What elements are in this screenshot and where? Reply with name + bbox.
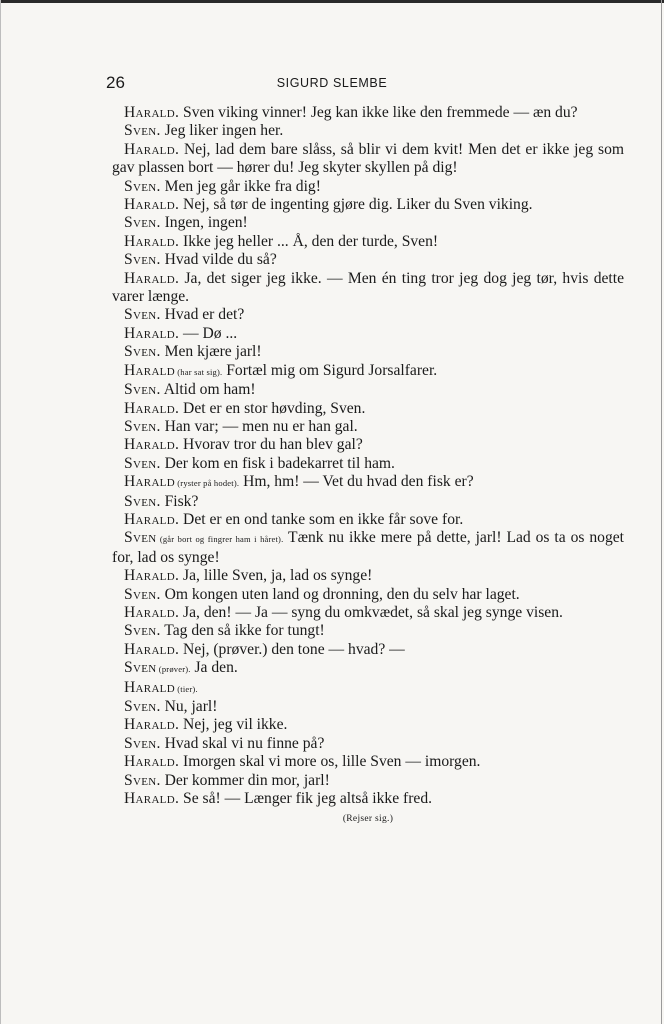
speech-text: Hvad skal vi nu finne på? xyxy=(160,734,325,752)
speech-text: Men kjære jarl! xyxy=(160,343,262,361)
closing-stage-direction: (Rejser sig.) xyxy=(342,814,394,825)
speech-text: Hm, hm! — Vet du hvad den fisk er? xyxy=(239,473,474,491)
speech-text: Nej, (prøver.) den tone — hvad? — xyxy=(179,640,405,658)
dialogue-line xyxy=(112,529,624,567)
dialogue-line xyxy=(112,400,624,418)
speaker-name: Harald. xyxy=(124,603,180,621)
dialogue-line xyxy=(112,196,624,214)
dialogue-line xyxy=(112,122,624,140)
dialogue-line xyxy=(112,306,624,324)
stage-direction: (går bort og fingrer ham i håret). xyxy=(156,534,284,545)
speech-text: Ja, det siger jeg ikke. — Men én ting tror jeg dog jeg tør, hvis dette varer længe. xyxy=(112,269,624,306)
speech-text: Ja, den! — Ja — syng du omkvædet, så skal jeg synge visen. xyxy=(179,603,563,621)
speech-text: Nej, lad dem bare slåss, så blir vi dem kvit! Men det er ikke jeg som gav plassen bort — hører du! Jeg skyter skyllen på dig! xyxy=(112,140,624,177)
speaker-name: Harald. xyxy=(124,640,180,658)
speech-text: Om kongen uten land og dronning, den du selv har laget. xyxy=(160,585,520,603)
dialogue-line xyxy=(112,233,624,251)
speaker-name: Sven. xyxy=(124,343,161,361)
dialogue-line xyxy=(112,586,624,604)
speaker-name: Harald. xyxy=(124,324,180,342)
speaker-name: Sven. xyxy=(124,454,161,472)
speaker-name: Sven xyxy=(124,659,157,677)
speech-text: — Dø ... xyxy=(179,324,238,342)
dialogue-line xyxy=(112,362,624,381)
speaker-name: Sven. xyxy=(124,771,161,789)
speaker-name: Harald. xyxy=(124,716,180,734)
speaker-name: Harald. xyxy=(124,753,180,771)
speech-text: Sven viking vinner! Jeg kan ikke like den fremmede — æn du? xyxy=(179,104,578,121)
speaker-name: Harald. xyxy=(124,399,180,417)
speaker-name: Sven. xyxy=(124,214,161,232)
speaker-name: Sven. xyxy=(124,251,161,269)
dialogue-line xyxy=(112,270,624,307)
speech-text: Der kommer din mor, jarl! xyxy=(160,771,330,789)
dialogue-line xyxy=(112,790,624,808)
dialogue-line xyxy=(112,753,624,771)
speaker-name: Sven. xyxy=(124,622,161,640)
left-edge-rule xyxy=(0,0,1,1024)
dialogue-line xyxy=(112,381,624,399)
speaker-name: Sven. xyxy=(124,492,161,510)
dialogue-line xyxy=(112,622,624,640)
dialogue-line xyxy=(112,251,624,269)
stage-direction: (tier). xyxy=(174,683,198,694)
speaker-name: Sven. xyxy=(124,122,161,140)
speaker-name: Harald. xyxy=(124,567,180,585)
speaker-name: Sven. xyxy=(124,734,161,752)
dialogue-line xyxy=(112,493,624,511)
dialogue-lines xyxy=(112,104,624,808)
speech-text: Nu, jarl! xyxy=(160,698,218,715)
dialogue-line xyxy=(112,473,624,492)
speaker-name: Harald xyxy=(124,473,175,491)
stage-direction: (ryster på hodet). xyxy=(174,478,240,489)
speaker-name: Sven xyxy=(124,529,157,547)
speaker-name: Harald. xyxy=(124,510,180,528)
dialogue-line xyxy=(112,679,624,698)
dialogue-line xyxy=(112,567,624,585)
dialogue-line xyxy=(112,659,624,678)
speaker-name: Harald. xyxy=(124,140,180,158)
speaker-name: Sven. xyxy=(124,177,161,195)
dialogue-line xyxy=(112,641,624,659)
speech-text: Tag den så ikke for tungt! xyxy=(160,622,325,640)
dialogue-line xyxy=(112,716,624,734)
speech-text: Imorgen skal vi more os, lille Sven — imorgen. xyxy=(179,753,481,771)
speech-text: Nej, jeg vil ikke. xyxy=(179,716,288,734)
dialogue-line xyxy=(112,511,624,529)
speaker-name: Harald xyxy=(124,361,175,379)
speech-text: Fortæl mig om Sigurd Jorsalfarer. xyxy=(222,361,438,379)
dialogue-line xyxy=(112,735,624,753)
speaker-name: Harald. xyxy=(124,196,180,214)
dialogue-line xyxy=(112,698,624,716)
speech-text: Altid om ham! xyxy=(160,381,256,399)
page-number: 26 xyxy=(106,73,125,92)
speech-text: Hvorav tror du han blev gal? xyxy=(179,436,363,454)
stage-direction: (prøver). xyxy=(156,664,191,675)
speech-text: Ikke jeg heller ... Å, den der turde, Sven! xyxy=(179,232,439,250)
speaker-name: Harald. xyxy=(124,436,180,454)
speaker-name: Harald. xyxy=(124,232,180,250)
running-title: SIGURD SLEMBE xyxy=(276,76,388,90)
speech-text: Fisk? xyxy=(160,492,199,510)
speaker-name: Harald. xyxy=(124,790,180,808)
speech-text: Hvad vilde du så? xyxy=(160,251,277,269)
dialogue-line xyxy=(112,604,624,622)
dialogue-line xyxy=(112,325,624,343)
top-edge-rule xyxy=(0,0,664,3)
speaker-name: Sven. xyxy=(124,585,161,603)
dialogue-line xyxy=(112,455,624,473)
speech-text: Ja, lille Sven, ja, lad os synge! xyxy=(179,567,373,585)
dialogue-line xyxy=(112,214,624,232)
speaker-name: Sven. xyxy=(124,306,161,324)
speech-text: Ja den. xyxy=(190,659,238,677)
speech-text: Men jeg går ikke fra dig! xyxy=(160,177,321,195)
dialogue-line xyxy=(112,104,624,122)
right-edge-rule xyxy=(661,0,662,1024)
speech-text: Det er en stor høvding, Sven. xyxy=(179,399,366,417)
dialogue-line xyxy=(112,418,624,436)
speech-text: Han var; — men nu er han gal. xyxy=(160,417,358,435)
speech-text: Jeg liker ingen her. xyxy=(160,122,284,140)
speech-text: Hvad er det? xyxy=(160,306,245,324)
speech-text: Tænk nu ikke mere på dette, jarl! Lad os ta os noget for, lad os synge! xyxy=(112,529,624,566)
dialogue-line xyxy=(112,178,624,196)
speech-text: Nej, så tør de ingenting gjøre dig. Liker du Sven viking. xyxy=(179,196,533,214)
speaker-name: Sven. xyxy=(124,417,161,435)
dialogue-line xyxy=(112,436,624,454)
speaker-name: Harald xyxy=(124,678,175,696)
speaker-name: Sven. xyxy=(124,698,161,715)
speech-text: Der kom en fisk i badekarret til ham. xyxy=(160,454,395,472)
speech-text: Se så! — Længer fik jeg altså ikke fred. xyxy=(179,790,433,808)
speaker-name: Harald. xyxy=(124,269,180,287)
speaker-name: Harald. xyxy=(124,104,180,121)
dialogue-text xyxy=(112,104,624,829)
dialogue-line xyxy=(112,343,624,361)
speaker-name: Sven. xyxy=(124,381,161,399)
stage-direction: (har sat sig). xyxy=(174,366,223,377)
speech-text: Det er en ond tanke som en ikke får sove for. xyxy=(179,510,464,528)
dialogue-line xyxy=(112,141,624,178)
dialogue-line xyxy=(112,772,624,790)
speech-text: Ingen, ingen! xyxy=(160,214,248,232)
